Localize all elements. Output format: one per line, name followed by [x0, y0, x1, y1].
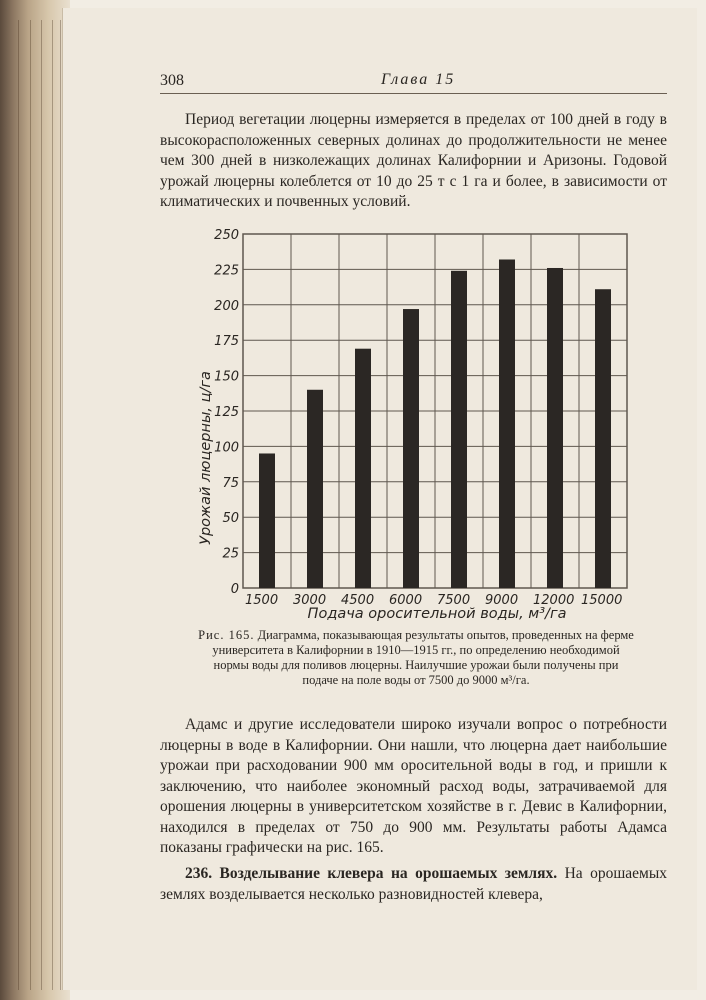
x-tick-label: 15000 — [581, 593, 623, 608]
header-rule — [160, 93, 667, 94]
x-tick-label: 6000 — [389, 593, 423, 608]
bar-4500 — [355, 349, 371, 588]
section-text-236: На орошаемых землях возделывается несколько разновидностей клевера, — [160, 865, 667, 903]
bar-1500 — [259, 453, 275, 588]
chapter-title: Глава 15 — [381, 71, 456, 88]
paragraph-clover — [160, 864, 667, 905]
paragraph-vegetation-period: Период вегетации люцерны измеряется в пределах от 100 дней в году в высокорасположенных северных долинах до продолжительности не менее чем 300 дней в низколежащих долинах Калифорнии и Аризоны. Годовой урожай люцерны колеблется от 10 до 25 т с 1 га и более, в зависимости от климатических и почвенных условий. — [160, 111, 667, 210]
y-tick-label: 25 — [222, 546, 239, 562]
chart-grid — [243, 234, 627, 588]
bar-3000 — [307, 390, 323, 588]
x-axis-label: Подача оросительной воды, м³/га — [307, 606, 567, 622]
x-tick-label: 9000 — [485, 593, 519, 608]
x-tick-label: 12000 — [533, 593, 575, 608]
page-number: 308 — [160, 72, 184, 89]
y-tick-label: 75 — [222, 475, 239, 491]
y-tick-label: 0 — [230, 582, 239, 597]
bar-6000 — [403, 309, 419, 588]
y-tick-label: 100 — [214, 440, 239, 456]
paragraph-adams-study: Адамс и другие исследователи широко изучали вопрос о потребности люцерны в воде в Калифорнии. Они нашли, что люцерна дает наибольшие урожаи при расходовании 900 мм оросительной воды в год, и пришли к заключению, что наиболее экономный расход воды, затрачиваемой для орошения люцерны в университетском хозяйстве в г. Девис в Калифорнии, находился в пределах от 750 до 900 мм. Результаты работы Адамса показаны графически на рис. 165. — [160, 716, 667, 856]
y-axis-label: Урожай люцерны, ц/га — [198, 371, 214, 545]
x-tick-label: 4500 — [341, 593, 375, 608]
y-tick-label: 125 — [214, 405, 239, 420]
y-tick-label: 150 — [214, 369, 239, 385]
x-tick-label: 3000 — [293, 593, 327, 608]
y-tick-label: 50 — [222, 511, 239, 527]
bar-7500 — [451, 271, 467, 588]
y-axis-ticks — [214, 228, 239, 597]
bar-12000 — [547, 268, 563, 588]
y-tick-label: 200 — [214, 298, 239, 314]
yield-bar-chart — [180, 222, 640, 622]
figure-caption — [196, 628, 636, 688]
figure-label: Рис. 165. — [198, 628, 255, 642]
x-tick-label: 1500 — [245, 593, 279, 608]
y-tick-label: 175 — [214, 334, 239, 350]
figure-caption-text: Диаграмма, показывающая результаты опытов, проведенных на ферме университета в Калифорнии в 1910—1915 гг., по определению необходимой нормы воды для поливов люцерны. Наилучшие урожаи были получены при подаче на поле воды от 7500 до 9000 м³/га. — [212, 628, 634, 687]
y-tick-label: 225 — [214, 263, 239, 279]
book-spine — [0, 0, 70, 1000]
section-heading-236: 236. Возделывание клевера на орошаемых землях. — [185, 865, 558, 882]
bar-9000 — [499, 259, 515, 588]
x-tick-label: 7500 — [437, 593, 471, 608]
y-tick-label: 250 — [214, 228, 239, 243]
bar-15000 — [595, 289, 611, 588]
